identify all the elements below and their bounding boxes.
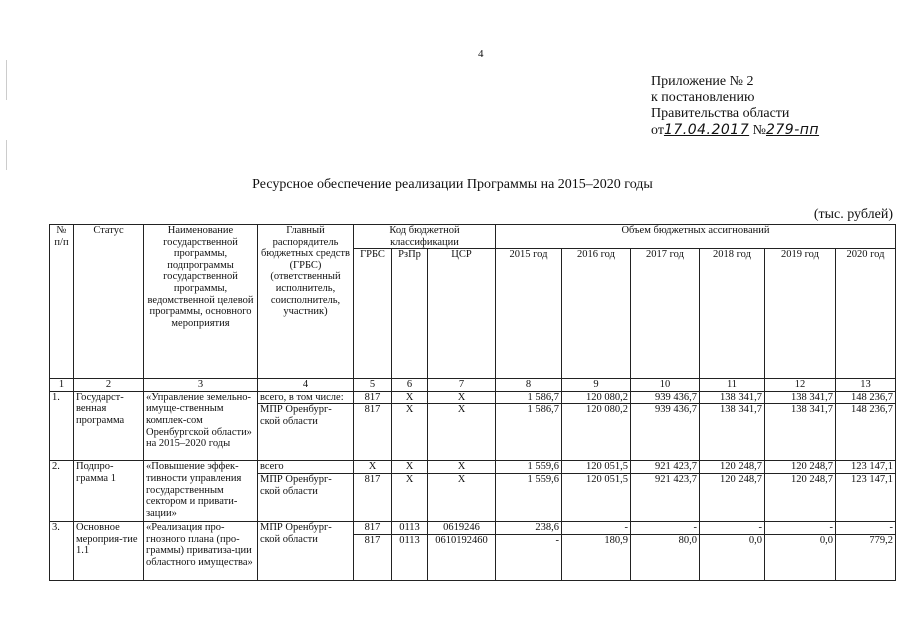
document-title: Ресурсное обеспечение реализации Программы на 2015–2020 годы: [252, 177, 653, 192]
header-csr: ЦСР: [428, 249, 496, 379]
appendix-line: Приложение № 2: [651, 74, 754, 89]
table-row: [50, 461, 896, 474]
row-grbs: 817: [354, 534, 392, 580]
appendix-line: к постановлению: [651, 90, 755, 105]
date-prefix: от: [651, 123, 664, 138]
row-value: -: [836, 521, 896, 534]
row-value: 138 341,7: [765, 404, 836, 461]
header-year: 2020 год: [836, 249, 896, 379]
row-value: 939 436,7: [631, 404, 700, 461]
table-row: [50, 391, 896, 404]
column-number: 6: [392, 379, 428, 392]
row-grbs: Х: [354, 461, 392, 474]
header-grbs: ГРБС: [354, 249, 392, 379]
table-row: [50, 521, 896, 534]
row-value: 1 586,7: [496, 391, 562, 404]
header-status: Статус: [74, 225, 144, 379]
header-name: Наименование государственной программы, подпрограммы государственной программы, ведомственной целевой программы, основного мероприятия: [144, 225, 258, 379]
appendix-date-line: [651, 122, 819, 139]
row-grbs: 817: [354, 404, 392, 461]
row-num: 3.: [50, 521, 74, 580]
row-manager: МПР Оренбург-ской области: [258, 404, 354, 461]
row-rzpr: 0113: [392, 521, 428, 534]
row-grbs: 817: [354, 473, 392, 521]
row-value: 120 248,7: [765, 473, 836, 521]
column-number: 3: [144, 379, 258, 392]
row-name: «Реализация про-гнозного плана (про-граммы) приватиза-ции областного имущества»: [144, 521, 258, 580]
row-manager: МПР Оренбург-ской области: [258, 473, 354, 521]
handwritten-number: 279-пп: [765, 122, 820, 138]
column-number: 13: [836, 379, 896, 392]
row-grbs: 817: [354, 521, 392, 534]
row-value: 148 236,7: [836, 404, 896, 461]
header-year: 2017 год: [631, 249, 700, 379]
row-value: 80,0: [631, 534, 700, 580]
unit-label: (тыс. рублей): [813, 207, 893, 222]
appendix-line: Правительства области: [651, 106, 790, 121]
row-value: 138 341,7: [700, 404, 765, 461]
row-value: 120 080,2: [562, 391, 631, 404]
row-value: 120 051,5: [562, 461, 631, 474]
column-number-row: [50, 379, 896, 392]
row-value: 180,9: [562, 534, 631, 580]
row-value: 120 051,5: [562, 473, 631, 521]
header-manager: Главный распорядитель бюджетных средств (ГРБС) (ответственный исполнитель, соисполнитель, участник): [258, 225, 354, 379]
row-rzpr: Х: [392, 391, 428, 404]
column-number: 5: [354, 379, 392, 392]
header-volume-group: Объем бюджетных ассигнований: [496, 225, 896, 249]
row-value: 0,0: [765, 534, 836, 580]
row-value: 148 236,7: [836, 391, 896, 404]
column-number: 12: [765, 379, 836, 392]
row-csr: 0610192460: [428, 534, 496, 580]
row-name: «Повышение эффек-тивности управления государственным сектором и привати-зации»: [144, 461, 258, 522]
header-rzpr: РзПр: [392, 249, 428, 379]
row-value: 939 436,7: [631, 391, 700, 404]
row-value: -: [631, 521, 700, 534]
column-number: 9: [562, 379, 631, 392]
row-status: Государст-венная программа: [74, 391, 144, 461]
row-value: 0,0: [700, 534, 765, 580]
row-value: 1 586,7: [496, 404, 562, 461]
header-num: № п/п: [50, 225, 74, 379]
column-number: 4: [258, 379, 354, 392]
header-code-group: Код бюджетной классификации: [354, 225, 496, 249]
row-value: 921 423,7: [631, 473, 700, 521]
header-row: [50, 225, 896, 249]
row-manager: МПР Оренбург-ской области: [258, 521, 354, 580]
row-value: 238,6: [496, 521, 562, 534]
header-year: 2015 год: [496, 249, 562, 379]
row-rzpr: Х: [392, 404, 428, 461]
row-csr: Х: [428, 473, 496, 521]
row-value: 120 080,2: [562, 404, 631, 461]
row-rzpr: Х: [392, 461, 428, 474]
header-year: 2019 год: [765, 249, 836, 379]
number-prefix: №: [752, 123, 766, 138]
column-number: 11: [700, 379, 765, 392]
row-value: -: [496, 534, 562, 580]
appendix-header: [651, 74, 819, 139]
row-csr: Х: [428, 404, 496, 461]
page-number: 4: [478, 48, 484, 60]
row-value: -: [562, 521, 631, 534]
row-csr: 0619246: [428, 521, 496, 534]
handwritten-date: 17.04.2017: [663, 122, 750, 138]
column-number: 7: [428, 379, 496, 392]
row-value: 123 147,1: [836, 461, 896, 474]
row-manager: всего, в том числе:: [258, 391, 354, 404]
row-value: -: [700, 521, 765, 534]
column-number: 2: [74, 379, 144, 392]
row-csr: Х: [428, 461, 496, 474]
row-value: 120 248,7: [700, 473, 765, 521]
row-rzpr: 0113: [392, 534, 428, 580]
scan-edge-mark: [6, 140, 7, 170]
row-csr: Х: [428, 391, 496, 404]
row-rzpr: Х: [392, 473, 428, 521]
column-number: 8: [496, 379, 562, 392]
row-value: 138 341,7: [765, 391, 836, 404]
row-value: 120 248,7: [765, 461, 836, 474]
row-value: 1 559,6: [496, 461, 562, 474]
header-year: 2018 год: [700, 249, 765, 379]
row-value: 123 147,1: [836, 473, 896, 521]
row-name: «Управление земельно-имуще-ственным комплек-сом Оренбургской области» на 2015–2020 годы: [144, 391, 258, 461]
column-number: 10: [631, 379, 700, 392]
resource-table: [49, 224, 896, 581]
row-value: 921 423,7: [631, 461, 700, 474]
scan-edge-mark: [6, 60, 7, 100]
row-grbs: 817: [354, 391, 392, 404]
row-value: 1 559,6: [496, 473, 562, 521]
row-num: 1.: [50, 391, 74, 461]
row-status: Подпро-грамма 1: [74, 461, 144, 522]
row-value: -: [765, 521, 836, 534]
row-manager: всего: [258, 461, 354, 474]
row-value: 138 341,7: [700, 391, 765, 404]
row-value: 120 248,7: [700, 461, 765, 474]
row-num: 2.: [50, 461, 74, 522]
header-year: 2016 год: [562, 249, 631, 379]
row-status: Основное мероприя-тие 1.1: [74, 521, 144, 580]
row-value: 779,2: [836, 534, 896, 580]
column-number: 1: [50, 379, 74, 392]
